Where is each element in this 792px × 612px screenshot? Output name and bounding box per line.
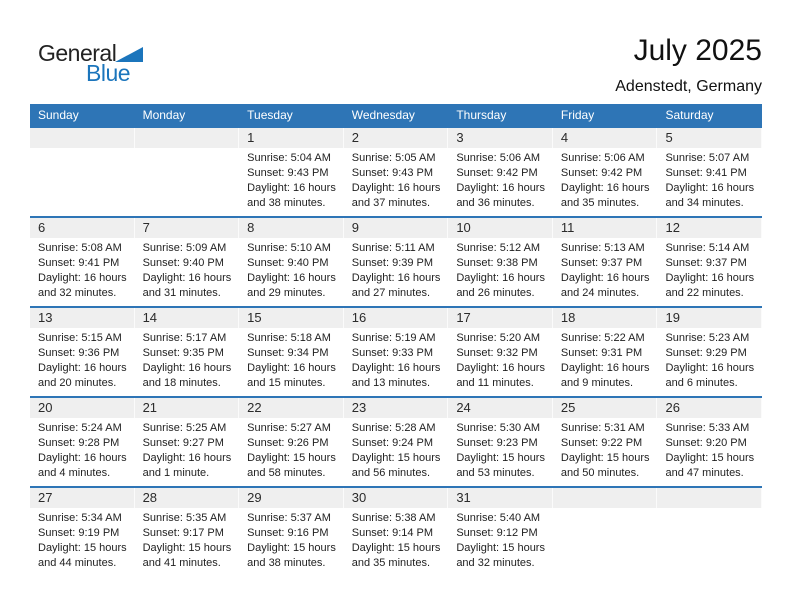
daylight-text-line1: Daylight: 15 hours <box>351 542 441 554</box>
sunrise-text: Sunrise: 5:38 AM <box>351 512 436 524</box>
day-cell-29 <box>239 488 344 576</box>
daylight-text-line1: Daylight: 15 hours <box>38 542 127 554</box>
daylight-text-line2: and 29 minutes. <box>247 287 326 299</box>
day-cell-9 <box>344 218 449 306</box>
daylight-text-line1: Daylight: 15 hours <box>247 452 336 464</box>
day-cell-empty <box>30 128 135 216</box>
day-cell-28 <box>135 488 240 576</box>
day-cell-18 <box>553 308 658 396</box>
day-cell-13 <box>30 308 135 396</box>
daylight-text-line1: Daylight: 16 hours <box>665 182 755 194</box>
daylight-text-line1: Daylight: 15 hours <box>456 542 545 554</box>
daylight-text-line1: Daylight: 16 hours <box>142 272 232 284</box>
daylight-text-line2: and 32 minutes. <box>38 287 117 299</box>
weekday-header-sunday: Sunday <box>38 108 79 122</box>
sunset-text: Sunset: 9:26 PM <box>247 437 329 449</box>
sunrise-text: Sunrise: 5:18 AM <box>247 332 331 344</box>
day-cell-7 <box>135 218 240 306</box>
daylight-text-line1: Daylight: 16 hours <box>142 452 232 464</box>
daylight-text-line1: Daylight: 16 hours <box>456 182 545 194</box>
sunrise-text: Sunrise: 5:07 AM <box>665 152 750 164</box>
weekday-header-tuesday: Tuesday <box>247 108 293 122</box>
day-cell-5 <box>657 128 762 216</box>
day-info <box>657 418 762 481</box>
date-number: 18 <box>553 308 658 328</box>
date-number: 1 <box>239 128 344 148</box>
sunset-text: Sunset: 9:39 PM <box>351 257 434 269</box>
day-info <box>239 238 344 301</box>
sunrise-text: Sunrise: 5:11 AM <box>351 242 435 254</box>
date-number: 6 <box>30 218 135 238</box>
daylight-text-line2: and 13 minutes. <box>351 377 431 389</box>
day-cell-10 <box>448 218 553 306</box>
date-number: 5 <box>657 128 762 148</box>
week-row-2 <box>30 216 762 306</box>
date-number: 9 <box>344 218 449 238</box>
day-info <box>448 148 553 211</box>
day-cell-21 <box>135 398 240 486</box>
day-info <box>553 238 658 301</box>
sunset-text: Sunset: 9:12 PM <box>456 527 538 539</box>
daylight-text-line2: and 31 minutes. <box>142 287 221 299</box>
sunset-text: Sunset: 9:40 PM <box>247 257 329 269</box>
day-cell-30 <box>344 488 449 576</box>
sunset-text: Sunset: 9:38 PM <box>456 257 538 269</box>
sunrise-text: Sunrise: 5:34 AM <box>38 512 122 524</box>
day-cell-empty <box>135 128 240 216</box>
day-info <box>30 508 135 571</box>
day-cell-3 <box>448 128 553 216</box>
day-info <box>448 508 553 571</box>
daylight-text-line2: and 9 minutes. <box>560 377 634 389</box>
daylight-text-line1: Daylight: 16 hours <box>142 362 232 374</box>
sunset-text: Sunset: 9:27 PM <box>142 437 224 449</box>
date-number: 28 <box>135 488 240 508</box>
calendar-table <box>30 104 762 576</box>
sunrise-text: Sunrise: 5:08 AM <box>38 242 122 254</box>
daylight-text-line2: and 34 minutes. <box>665 197 744 209</box>
weekday-header-wednesday: Wednesday <box>351 108 415 122</box>
day-cell-8 <box>239 218 344 306</box>
day-info <box>657 238 762 301</box>
day-info <box>239 418 344 481</box>
daylight-text-line1: Daylight: 16 hours <box>456 362 545 374</box>
date-number: 3 <box>448 128 553 148</box>
day-cell-12 <box>657 218 762 306</box>
logo <box>30 36 160 88</box>
sunrise-text: Sunrise: 5:15 AM <box>38 332 122 344</box>
sunrise-text: Sunrise: 5:09 AM <box>142 242 227 254</box>
day-cell-17 <box>448 308 553 396</box>
daylight-text-line1: Daylight: 16 hours <box>665 272 755 284</box>
day-cell-6 <box>30 218 135 306</box>
day-cell-26 <box>657 398 762 486</box>
day-info <box>553 328 658 391</box>
date-number: 2 <box>344 128 449 148</box>
sunrise-text: Sunrise: 5:14 AM <box>665 242 750 254</box>
date-number: 4 <box>553 128 658 148</box>
daylight-text-line2: and 38 minutes. <box>247 557 326 569</box>
date-number: 20 <box>30 398 135 418</box>
date-strip-empty <box>135 128 240 148</box>
daylight-text-line1: Daylight: 16 hours <box>38 272 127 284</box>
day-cell-25 <box>553 398 658 486</box>
weekday-header-thursday: Thursday <box>456 108 507 122</box>
weeks-container <box>30 126 762 576</box>
day-info <box>448 328 553 391</box>
sunset-text: Sunset: 9:22 PM <box>560 437 643 449</box>
week-row-1 <box>30 126 762 216</box>
date-number: 7 <box>135 218 240 238</box>
sunrise-text: Sunrise: 5:19 AM <box>351 332 436 344</box>
daylight-text-line2: and 20 minutes. <box>38 377 117 389</box>
sunrise-text: Sunrise: 5:05 AM <box>351 152 436 164</box>
sunset-text: Sunset: 9:43 PM <box>351 167 434 179</box>
day-cell-31 <box>448 488 553 576</box>
date-number: 30 <box>344 488 449 508</box>
sunset-text: Sunset: 9:31 PM <box>560 347 643 359</box>
date-number: 8 <box>239 218 344 238</box>
week-row-5 <box>30 486 762 576</box>
sunset-text: Sunset: 9:20 PM <box>665 437 747 449</box>
daylight-text-line2: and 26 minutes. <box>456 287 535 299</box>
day-info <box>30 238 135 301</box>
sunset-text: Sunset: 9:43 PM <box>247 167 329 179</box>
sunrise-text: Sunrise: 5:33 AM <box>665 422 750 434</box>
date-number: 27 <box>30 488 135 508</box>
day-cell-empty <box>553 488 658 576</box>
day-info <box>344 238 449 301</box>
daylight-text-line1: Daylight: 16 hours <box>247 362 336 374</box>
sunset-text: Sunset: 9:23 PM <box>456 437 538 449</box>
page-title: July 2025 <box>633 34 762 67</box>
sunrise-text: Sunrise: 5:37 AM <box>247 512 331 524</box>
daylight-text-line1: Daylight: 15 hours <box>560 452 650 464</box>
location-subtitle: Adenstedt, Germany <box>615 77 762 95</box>
sunset-text: Sunset: 9:42 PM <box>456 167 538 179</box>
daylight-text-line1: Daylight: 16 hours <box>351 182 441 194</box>
day-info <box>135 418 240 481</box>
sunrise-text: Sunrise: 5:31 AM <box>560 422 645 434</box>
sunset-text: Sunset: 9:32 PM <box>456 347 538 359</box>
day-info <box>239 328 344 391</box>
sunrise-text: Sunrise: 5:20 AM <box>456 332 541 344</box>
day-info <box>239 148 344 211</box>
sunrise-text: Sunrise: 5:40 AM <box>456 512 541 524</box>
day-info <box>239 508 344 571</box>
date-number: 22 <box>239 398 344 418</box>
day-info <box>344 418 449 481</box>
title-block <box>615 34 762 96</box>
sunrise-text: Sunrise: 5:22 AM <box>560 332 645 344</box>
sunrise-text: Sunrise: 5:13 AM <box>560 242 645 254</box>
daylight-text-line1: Daylight: 16 hours <box>247 182 336 194</box>
sunset-text: Sunset: 9:33 PM <box>351 347 434 359</box>
day-cell-15 <box>239 308 344 396</box>
weekday-header-row <box>30 104 762 126</box>
daylight-text-line2: and 37 minutes. <box>351 197 431 209</box>
date-number: 25 <box>553 398 658 418</box>
sunset-text: Sunset: 9:37 PM <box>665 257 747 269</box>
sunrise-text: Sunrise: 5:17 AM <box>142 332 227 344</box>
date-number: 10 <box>448 218 553 238</box>
date-number: 14 <box>135 308 240 328</box>
sunset-text: Sunset: 9:24 PM <box>351 437 434 449</box>
date-number: 13 <box>30 308 135 328</box>
weekday-header-saturday: Saturday <box>665 108 714 122</box>
daylight-text-line2: and 56 minutes. <box>351 467 431 479</box>
sunrise-text: Sunrise: 5:27 AM <box>247 422 331 434</box>
sunrise-text: Sunrise: 5:06 AM <box>456 152 541 164</box>
sunset-text: Sunset: 9:14 PM <box>351 527 434 539</box>
day-info <box>553 148 658 211</box>
sunrise-text: Sunrise: 5:24 AM <box>38 422 122 434</box>
sunset-text: Sunset: 9:29 PM <box>665 347 747 359</box>
daylight-text-line2: and 4 minutes. <box>38 467 111 479</box>
daylight-text-line2: and 22 minutes. <box>665 287 744 299</box>
sunrise-text: Sunrise: 5:04 AM <box>247 152 331 164</box>
daylight-text-line1: Daylight: 16 hours <box>38 362 127 374</box>
date-number: 31 <box>448 488 553 508</box>
daylight-text-line2: and 41 minutes. <box>142 557 221 569</box>
daylight-text-line1: Daylight: 15 hours <box>665 452 755 464</box>
daylight-text-line1: Daylight: 16 hours <box>456 272 545 284</box>
day-cell-24 <box>448 398 553 486</box>
daylight-text-line1: Daylight: 15 hours <box>247 542 336 554</box>
daylight-text-line2: and 6 minutes. <box>665 377 738 389</box>
date-number: 24 <box>448 398 553 418</box>
day-info <box>344 508 449 571</box>
daylight-text-line1: Daylight: 16 hours <box>560 272 650 284</box>
logo-text-blue: Blue <box>86 60 131 86</box>
day-cell-4 <box>553 128 658 216</box>
day-cell-empty <box>657 488 762 576</box>
day-info <box>657 148 762 211</box>
weekday-header-friday: Friday <box>560 108 595 122</box>
day-cell-1 <box>239 128 344 216</box>
day-info <box>657 328 762 391</box>
sunrise-text: Sunrise: 5:30 AM <box>456 422 541 434</box>
daylight-text-line2: and 35 minutes. <box>560 197 640 209</box>
daylight-text-line2: and 11 minutes. <box>456 377 534 389</box>
day-cell-2 <box>344 128 449 216</box>
daylight-text-line2: and 58 minutes. <box>247 467 326 479</box>
daylight-text-line1: Daylight: 16 hours <box>38 452 127 464</box>
daylight-text-line1: Daylight: 16 hours <box>560 362 650 374</box>
sunset-text: Sunset: 9:34 PM <box>247 347 329 359</box>
day-cell-16 <box>344 308 449 396</box>
date-number: 15 <box>239 308 344 328</box>
sunset-text: Sunset: 9:28 PM <box>38 437 120 449</box>
day-info <box>135 328 240 391</box>
daylight-text-line2: and 32 minutes. <box>456 557 535 569</box>
daylight-text-line2: and 24 minutes. <box>560 287 640 299</box>
logo-text-general: General <box>38 40 117 66</box>
day-cell-23 <box>344 398 449 486</box>
day-cell-20 <box>30 398 135 486</box>
daylight-text-line1: Daylight: 16 hours <box>665 362 755 374</box>
sunset-text: Sunset: 9:37 PM <box>560 257 643 269</box>
sunset-text: Sunset: 9:40 PM <box>142 257 224 269</box>
daylight-text-line2: and 53 minutes. <box>456 467 535 479</box>
day-cell-11 <box>553 218 658 306</box>
date-number: 19 <box>657 308 762 328</box>
daylight-text-line2: and 27 minutes. <box>351 287 431 299</box>
daylight-text-line2: and 50 minutes. <box>560 467 640 479</box>
daylight-text-line2: and 47 minutes. <box>665 467 744 479</box>
day-info <box>553 418 658 481</box>
day-info <box>30 328 135 391</box>
sunset-text: Sunset: 9:35 PM <box>142 347 224 359</box>
daylight-text-line1: Daylight: 16 hours <box>351 272 441 284</box>
daylight-text-line1: Daylight: 15 hours <box>142 542 232 554</box>
sunset-text: Sunset: 9:42 PM <box>560 167 643 179</box>
sunrise-text: Sunrise: 5:28 AM <box>351 422 436 434</box>
day-cell-22 <box>239 398 344 486</box>
sunset-text: Sunset: 9:41 PM <box>665 167 747 179</box>
sunset-text: Sunset: 9:36 PM <box>38 347 120 359</box>
day-info <box>448 238 553 301</box>
date-number: 23 <box>344 398 449 418</box>
date-number: 12 <box>657 218 762 238</box>
sunrise-text: Sunrise: 5:06 AM <box>560 152 645 164</box>
sunset-text: Sunset: 9:17 PM <box>142 527 224 539</box>
day-info <box>30 418 135 481</box>
daylight-text-line2: and 44 minutes. <box>38 557 117 569</box>
daylight-text-line1: Daylight: 16 hours <box>351 362 441 374</box>
daylight-text-line1: Daylight: 15 hours <box>456 452 545 464</box>
date-strip-empty <box>30 128 135 148</box>
date-strip-empty <box>553 488 658 508</box>
sunset-text: Sunset: 9:41 PM <box>38 257 120 269</box>
week-row-4 <box>30 396 762 486</box>
daylight-text-line1: Daylight: 15 hours <box>351 452 441 464</box>
date-number: 26 <box>657 398 762 418</box>
daylight-text-line2: and 1 minute. <box>142 467 210 479</box>
day-cell-19 <box>657 308 762 396</box>
daylight-text-line2: and 36 minutes. <box>456 197 535 209</box>
day-info <box>135 238 240 301</box>
date-strip-empty <box>657 488 762 508</box>
sunrise-text: Sunrise: 5:25 AM <box>142 422 227 434</box>
date-number: 17 <box>448 308 553 328</box>
sunset-text: Sunset: 9:19 PM <box>38 527 120 539</box>
daylight-text-line1: Daylight: 16 hours <box>560 182 650 194</box>
day-info <box>344 328 449 391</box>
day-info <box>135 508 240 571</box>
sunrise-text: Sunrise: 5:23 AM <box>665 332 750 344</box>
date-number: 29 <box>239 488 344 508</box>
day-cell-27 <box>30 488 135 576</box>
date-number: 11 <box>553 218 658 238</box>
day-info <box>344 148 449 211</box>
week-row-3 <box>30 306 762 396</box>
sunrise-text: Sunrise: 5:10 AM <box>247 242 331 254</box>
daylight-text-line2: and 18 minutes. <box>142 377 221 389</box>
sunrise-text: Sunrise: 5:12 AM <box>456 242 541 254</box>
day-cell-14 <box>135 308 240 396</box>
daylight-text-line2: and 38 minutes. <box>247 197 326 209</box>
daylight-text-line2: and 15 minutes. <box>247 377 326 389</box>
day-info <box>448 418 553 481</box>
sunrise-text: Sunrise: 5:35 AM <box>142 512 227 524</box>
daylight-text-line2: and 35 minutes. <box>351 557 431 569</box>
sunset-text: Sunset: 9:16 PM <box>247 527 329 539</box>
weekday-header-monday: Monday <box>142 108 186 122</box>
daylight-text-line1: Daylight: 16 hours <box>247 272 336 284</box>
date-number: 21 <box>135 398 240 418</box>
date-number: 16 <box>344 308 449 328</box>
